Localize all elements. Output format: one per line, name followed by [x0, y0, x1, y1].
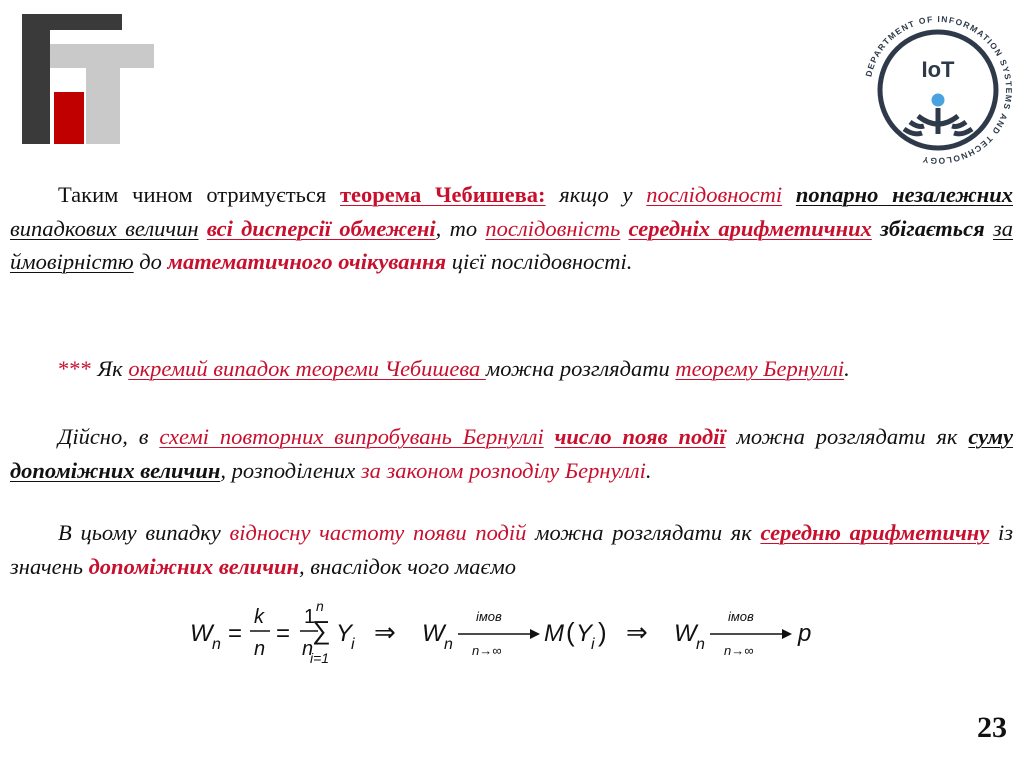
svg-text:n: n — [444, 636, 453, 653]
svg-text:n→∞: n→∞ — [472, 643, 502, 658]
page-number: 23 — [977, 711, 1007, 744]
svg-text:n: n — [316, 598, 324, 614]
svg-text:k: k — [254, 606, 264, 628]
svg-text:1: 1 — [304, 606, 316, 628]
svg-text:Y: Y — [336, 620, 353, 647]
svg-text:W: W — [674, 620, 697, 647]
ft-logo — [22, 14, 154, 144]
svg-text:імов: імов — [476, 609, 502, 624]
paragraph-chebyshev-theorem: Таким чином отримується теорема Чебишева: якщо у послідовності попарно незалежних випадкових величин всі дисперсії обмежені, то послідовність середніх арифметичних збігається за ймовірністю до математичного очікування цієї послідовності. — [10, 182, 1014, 274]
iot-logo-text: IoT — [921, 57, 955, 82]
svg-text:W: W — [422, 620, 445, 647]
svg-text:): ) — [598, 617, 607, 647]
svg-text:=: = — [228, 620, 243, 647]
paragraph-bernoulli-scheme: Дійсно, в схемі повторних випробувань Бернуллі число появ події можна розглядати як суму допоміжних величин, розподілених за законом розподілу Бернуллі. — [10, 424, 1013, 483]
svg-text:i=1: i=1 — [310, 650, 330, 666]
svg-text:n: n — [254, 638, 266, 660]
svg-text:=: = — [276, 620, 291, 647]
svg-text:i: i — [591, 636, 595, 653]
svg-text:імов: імов — [728, 609, 754, 624]
svg-text:⇒: ⇒ — [374, 617, 396, 647]
svg-text:W: W — [190, 620, 213, 647]
svg-text:p: p — [798, 620, 812, 647]
svg-text:n→∞: n→∞ — [724, 643, 754, 658]
svg-text:n: n — [302, 638, 314, 660]
svg-text:DEPARTMENT OF INFORMATION SYST: DEPARTMENT OF INFORMATION SYSTEMS AND TECHNOLOGY — [863, 13, 1015, 167]
svg-text:Y: Y — [576, 620, 593, 647]
svg-text:∑: ∑ — [312, 615, 331, 645]
svg-text:M: M — [544, 620, 564, 647]
paragraph-relative-frequency: В цьому випадку відносну частоту появи подій можна розглядати як середню арифметичну із значень допоміжних величин, внаслідок чого маємо — [10, 520, 1013, 579]
term-chebyshev-theorem: теорема Чебишева: — [340, 182, 546, 207]
svg-text:(: ( — [566, 617, 575, 647]
svg-text:i: i — [351, 636, 355, 653]
svg-text:n: n — [696, 636, 705, 653]
paragraph-bernoulli-special-case: *** Як окремий випадок теореми Чебишева можна розглядати теорему Бернуллі. — [58, 356, 850, 381]
svg-text:n: n — [212, 636, 221, 653]
bernoulli-formula — [186, 597, 826, 669]
iot-department-logo — [858, 10, 1018, 170]
svg-text:⇒: ⇒ — [626, 617, 648, 647]
